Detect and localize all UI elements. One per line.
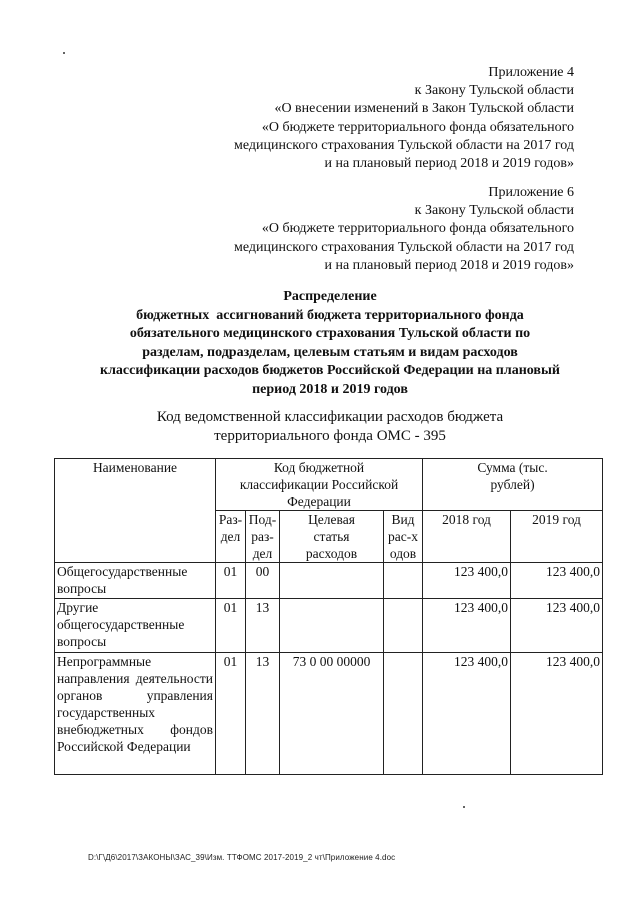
header-kind: Вид рас-ходов	[384, 511, 423, 563]
row-target: 73 0 00 00000	[280, 653, 384, 775]
title-line: обязательного медицинского страхования Тульской области по	[129, 326, 531, 341]
header-subsection: Под-раз-дел	[246, 511, 280, 563]
row-section: 01	[216, 563, 246, 599]
file-path-footer: D:\Г\Д6\2017\ЗАКОНЫ\ЗАС_39\Изм. ТТФОМС 2017-2019_2 чт\Приложение 4.doc	[88, 853, 396, 862]
department-code-line: территориального фонда ОМС - 395	[214, 428, 446, 444]
appendix-4-header	[234, 64, 574, 173]
appendix-6-line: к Закону Тульской области	[414, 203, 574, 219]
title-line: классификации расходов бюджетов Российской Федерации на плановый	[100, 363, 560, 378]
row-subsection: 00	[246, 563, 280, 599]
row-subsection: 13	[246, 653, 280, 775]
row-sum-2018: 123 400,0	[423, 563, 511, 599]
appendix-6-line: Приложение 6	[488, 185, 574, 200]
row-name: Непрограммные направления деятельности органов управления государственных внебюджетных фондов Российской Федерации	[55, 653, 216, 775]
row-section: 01	[216, 653, 246, 775]
title-line: Распределение	[283, 289, 377, 304]
appendix-6-line: и на плановый период 2018 и 2019 годов»	[324, 257, 574, 273]
scan-speck	[463, 806, 465, 808]
department-code-line: Код ведомственной классификации расходов бюджета	[156, 409, 504, 425]
row-sum-2018: 123 400,0	[423, 653, 511, 775]
table-row	[55, 563, 603, 599]
appendix-4-line: медицинского страхования Тульской области на 2017 год	[234, 137, 574, 153]
title-line: период 2018 и 2019 годов	[252, 381, 408, 397]
header-sum-group: Сумма (тыс. рублей)	[423, 459, 603, 511]
appendix-4-line: «О внесении изменений в Закон Тульской области	[274, 101, 574, 117]
appendix-4-line: и на плановый период 2018 и 2019 годов»	[324, 156, 574, 172]
row-subsection: 13	[246, 599, 280, 653]
row-name: Общегосударственные вопросы	[55, 563, 216, 599]
department-code	[80, 408, 580, 446]
row-target	[280, 563, 384, 599]
scan-speck	[63, 52, 65, 54]
title-line: разделам, подразделам, целевым статьям и видам расходов	[142, 344, 518, 360]
appendix-6-header	[234, 184, 574, 275]
table-row	[55, 599, 603, 653]
header-section: Раз-дел	[216, 511, 246, 563]
header-year-2018: 2018 год	[423, 511, 511, 563]
header-code-group: Код бюджетной классификации Российской Федерации	[216, 459, 423, 511]
row-sum-2019: 123 400,0	[511, 563, 603, 599]
document-title	[72, 288, 588, 399]
header-year-2019: 2019 год	[511, 511, 603, 563]
row-kind	[384, 563, 423, 599]
row-section: 01	[216, 599, 246, 653]
title-line: бюджетных ассигнований бюджета территориального фонда	[136, 307, 524, 323]
row-kind	[384, 599, 423, 653]
row-sum-2019: 123 400,0	[511, 599, 603, 653]
appendix-4-line: к Закону Тульской области	[414, 83, 574, 99]
header-target: Целевая статья расходов	[280, 511, 384, 563]
row-sum-2019: 123 400,0	[511, 653, 603, 775]
appendix-4-line: Приложение 4	[488, 65, 574, 80]
row-target	[280, 599, 384, 653]
header-name: Наименование	[55, 459, 216, 563]
row-kind	[384, 653, 423, 775]
row-sum-2018: 123 400,0	[423, 599, 511, 653]
appendix-4-line: «О бюджете территориального фонда обязательного	[261, 119, 574, 135]
budget-table	[54, 458, 603, 775]
appendix-6-line: медицинского страхования Тульской области на 2017 год	[234, 239, 574, 255]
appendix-6-line: «О бюджете территориального фонда обязательного	[261, 221, 574, 237]
row-name: Другие общегосударственные вопросы	[55, 599, 216, 653]
table-row	[55, 653, 603, 775]
